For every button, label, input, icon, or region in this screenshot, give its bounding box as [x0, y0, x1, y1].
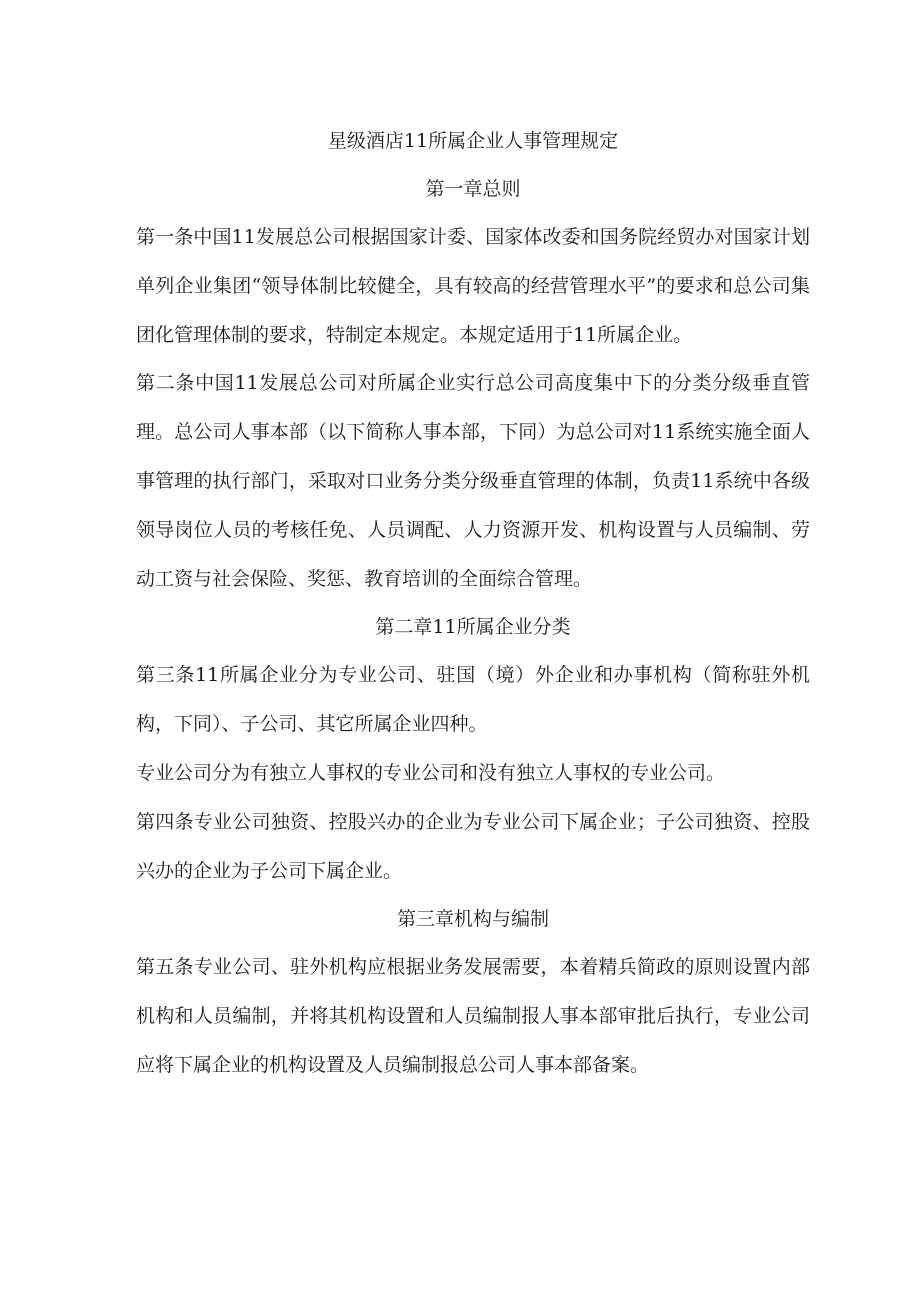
chapter-heading-1: 第一章总则 [425, 178, 521, 200]
chapter-heading-2: 第二章11所属企业分类 [375, 616, 571, 639]
specialty-company-paragraph: 专业公司分为有独立人事权的专业公司和没有独立人事权的专业公司。 [136, 761, 726, 784]
article-1-paragraph: 第一条中国11发展总公司根据国家计委、国家体改委和国务院经贸办对国家计划单列企业集团“领导体制比较健全，具有较高的经营管理水平”的要求和总公司集团化管理体制的要求，特制定本规定。本规定适用于11所属企业。 [136, 226, 810, 346]
article-5-paragraph: 第五条专业公司、驻外机构应根据业务发展需要，本着精兵简政的原则设置内部机构和人员编制，并将其机构设置和人员编制报人事本部审批后执行，专业公司应将下属企业的机构设置及人员编制报总公司人事本部备案。 [136, 956, 810, 1076]
article-4-paragraph: 第四条专业公司独资、控股兴办的企业为专业公司下属企业；子公司独资、控股兴办的企业为子公司下属企业。 [136, 810, 810, 882]
document-title: 星级酒店11所属企业人事管理规定 [327, 130, 619, 152]
document-page [136, 117, 810, 1090]
chapter-heading-3: 第三章机构与编制 [396, 908, 549, 931]
article-2-paragraph: 第二条中国11发展总公司对所属企业实行总公司高度集中下的分类分级垂直管理。总公司人事本部（以下简称人事本部，下同）为总公司对11系统实施全面人事管理的执行部门，采取对口业务分类分级垂直管理的体制，负责11系统中各级领导岗位人员的考核任免、人员调配、人力资源开发、机构设置与人员编制、劳动工资与社会保险、奖惩、教育培训的全面综合管理。 [136, 372, 810, 590]
article-3-paragraph: 第三条11所属企业分为专业公司、驻国（境）外企业和办事机构（简称驻外机构，下同）、子公司、其它所属企业四种。 [136, 664, 810, 736]
